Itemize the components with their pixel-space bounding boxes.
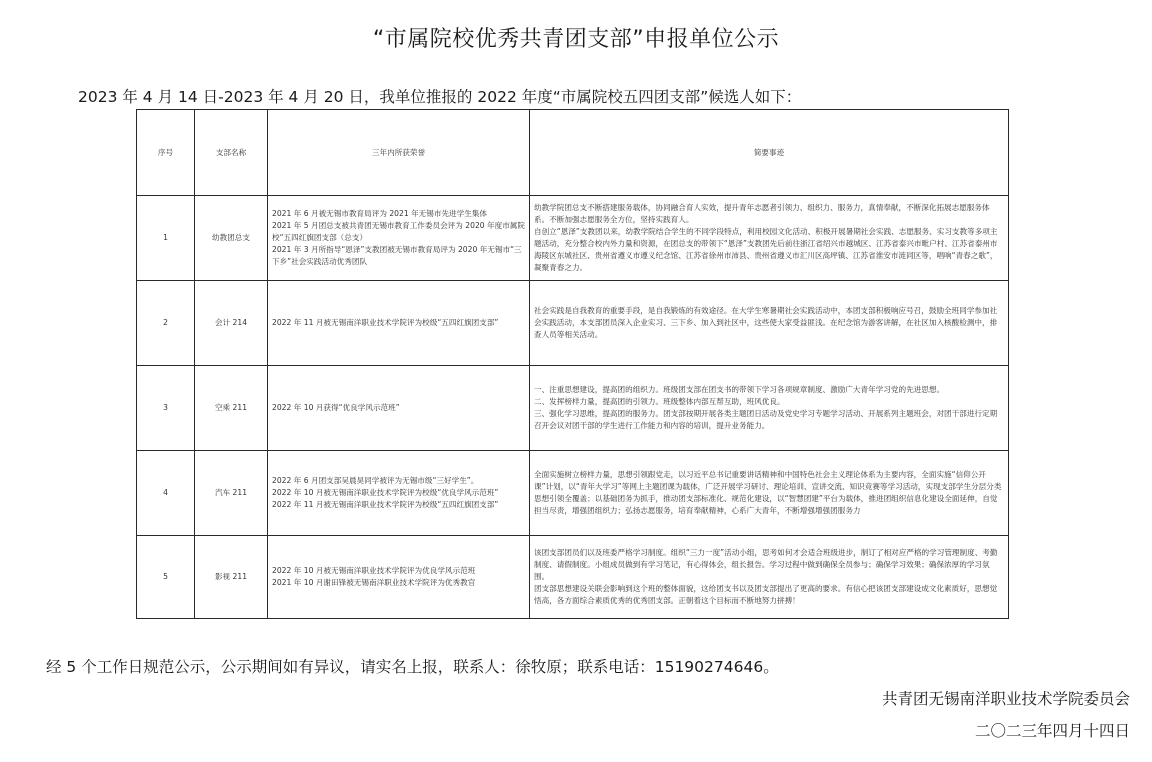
footer-note: 经 5 个工作日规范公示，公示期间如有异议，请实名上报，联系人：徐牧原；联系电话：15190274646。 [46, 658, 779, 676]
signature-organization: 共青团无锡南洋职业技术学院委员会 [881, 690, 1130, 708]
honor-item: 2021 年 3 月所指导“恩泽”支教团被无锡市教育局评为 2020 年无锡市“三下乡”社会实践活动优秀团队 [272, 245, 522, 266]
row-deeds [530, 281, 1009, 366]
row-branch: 汽车 211 [195, 451, 268, 536]
honor-item: 2021 年 6 月被无锡市教育局评为 2021 年无锡市先进学生集体 [272, 209, 488, 218]
table-row [137, 366, 1009, 451]
candidate-table [136, 109, 1009, 619]
table-row [137, 451, 1009, 536]
row-honors [268, 281, 530, 366]
header-deeds: 简要事迹 [530, 110, 1009, 196]
row-deeds [530, 536, 1009, 619]
row-no: 1 [137, 196, 195, 281]
row-branch: 幼教团总支 [195, 196, 268, 281]
deed-paragraph: 幼教学院团总支不断搭建服务载体，协同融合育人实效，提升青年志愿者引领力、组织力、服务力，真情奉献，不断深化拓展志愿服务体系。不断加强志愿服务全方位，坚持实践育人。 [534, 203, 990, 224]
honor-item: 2021 年 10 月谢田锋被无锡南洋职业技术学院评为优秀教官 [272, 578, 476, 587]
row-deeds [530, 196, 1009, 281]
deed-paragraph: 三、强化学习思维，提高团的服务力。团支部按期开展各类主题团日活动及党史学习专题学习活动、开展系列主题班会，对团干部进行定期召开会议对团干部的学生进行工作能力和内容的培训，提升业务能力。 [534, 409, 998, 430]
row-honors [268, 196, 530, 281]
deed-paragraph: 该团支部团员们以及班委严格学习制度。组织“三力一度”活动小组，思考如何才会适合班级进步，制订了相对应严格的学习管理制度、考勤制度、请假制度。小组成员做到有学习笔记，有心得体会，组长报告。学习过程中做到确保全员参与；确保学习效果；确保浓厚的学习氛围。 [534, 548, 998, 581]
row-honors [268, 536, 530, 619]
deed-paragraph: 一、注重思想建设，提高团的组织力。班级团支部在团支书的带领下学习各项规章制度、激励广大青年学习党的先进思想。 [534, 385, 945, 394]
honor-item: 2022 年 10 月获得“优良学风示范班” [272, 403, 400, 412]
honor-item: 2022 年 11 月被无锡南洋职业技术学院评为校级“五四红旗团支部” [272, 500, 499, 509]
row-deeds [530, 451, 1009, 536]
row-branch: 会计 214 [195, 281, 268, 366]
deed-paragraph: 全面实施树立榜样力量，思想引领跟党走，以习近平总书记重要讲话精神和中国特色社会主义理论体系为主要内容，全面实施“信仰公开课”计划，以“青年大学习”等网上主题团课为载体，广泛开展学习研讨、理论培训、宣讲交流、知识竞赛等学习活动，实现支部学生分层分类思想引领全覆盖；以基础团务为抓手，推动团支部标准化、规范化建设，以“智慧团建”平台为载体，推进团组织信息化建设全面延伸，自觉担当尽责，增强团组织力；弘扬志愿服务，培育奉献精神，心系广大青年，不断增强增强团服务力 [534, 470, 1002, 515]
deed-paragraph: 团支部思想建设关联会影响到这个班的整体面貌，这给团支书以及团支部提出了更高的要求。有信心把该团支部建设成文化素质好，思想觉悟高，各方面综合素质优秀的优秀团支部。正朝着这个目标而不断地努力拼搏！ [534, 584, 998, 605]
honor-item: 2022 年 10 月被无锡南洋职业技术学院评为校级“优良学风示范班” [272, 488, 499, 497]
page-title: “市属院校优秀共青团支部”申报单位公示 [372, 27, 780, 52]
row-honors [268, 451, 530, 536]
row-honors [268, 366, 530, 451]
deed-paragraph: 二、发挥榜样力量，提高团的引领力。班级整体内部互帮互助，班风优良。 [534, 397, 785, 406]
honor-item: 2021 年 5 月团总支被共青团无锡市教育工作委员会评为 2020 年度市属院校“五四红旗团支部（总支） [272, 221, 525, 242]
honor-item: 2022 年 11 月被无锡南洋职业技术学院评为校级“五四红旗团支部” [272, 318, 499, 327]
table-header-row [137, 110, 1009, 196]
table-row [137, 281, 1009, 366]
intro-text: 2023 年 4 月 14 日-2023 年 4 月 20 日，我单位推报的 2022 年度“市属院校五四团支部”候选人如下： [78, 88, 802, 106]
header-branch: 支部名称 [195, 110, 268, 196]
row-deeds [530, 366, 1009, 451]
row-no: 4 [137, 451, 195, 536]
table-row [137, 536, 1009, 619]
row-branch: 空乘 211 [195, 366, 268, 451]
deed-paragraph: 自创立“恩泽”支教团以来，幼教学院结合学生的不同学段特点，利用校园文化活动、积极开展暑期社会实践、志愿服务、实习支教等多项主题活动，充分整合校内外力量和资源，在团总支的带领下“恩泽”支教团先后前往浙江省绍兴市越城区、江苏省泰兴市毗户村、江苏省泰州市海陵区东城社区、贵州省遵义市遵义纪念馆、江苏省徐州市沛县、贵州省遵义市汇川区高坪镇、江苏省淮安市涟同区等，唱响“青春之歌”，凝聚青春之力。 [534, 227, 998, 272]
table-row [137, 196, 1009, 281]
row-branch: 影视 211 [195, 536, 268, 619]
header-no: 序号 [137, 110, 195, 196]
row-no: 5 [137, 536, 195, 619]
honor-item: 2022 年 10 月被无锡南洋职业技术学院评为优良学风示范班 [272, 566, 476, 575]
row-no: 3 [137, 366, 195, 451]
deed-paragraph: 社会实践是自我教育的重要手段，是自我锻炼的有效途径。在大学生寒暑期社会实践活动中，本团支部积极响应号召，鼓励全班同学参加社会实践活动，本支部团员深入企业实习、三下乡、加入到社区中，这些使大家受益匪浅。在纪念馆为游客讲解，在社区加入核酸检测中，排查人员等相关活动。 [534, 306, 998, 339]
honor-item: 2022 年 6 月团支部吴晨昊同学被评为无锡市级“三好学生”。 [272, 476, 479, 485]
row-no: 2 [137, 281, 195, 366]
header-honors: 三年内所获荣誉 [268, 110, 530, 196]
signature-date: 二〇二三年四月十四日 [974, 722, 1130, 740]
